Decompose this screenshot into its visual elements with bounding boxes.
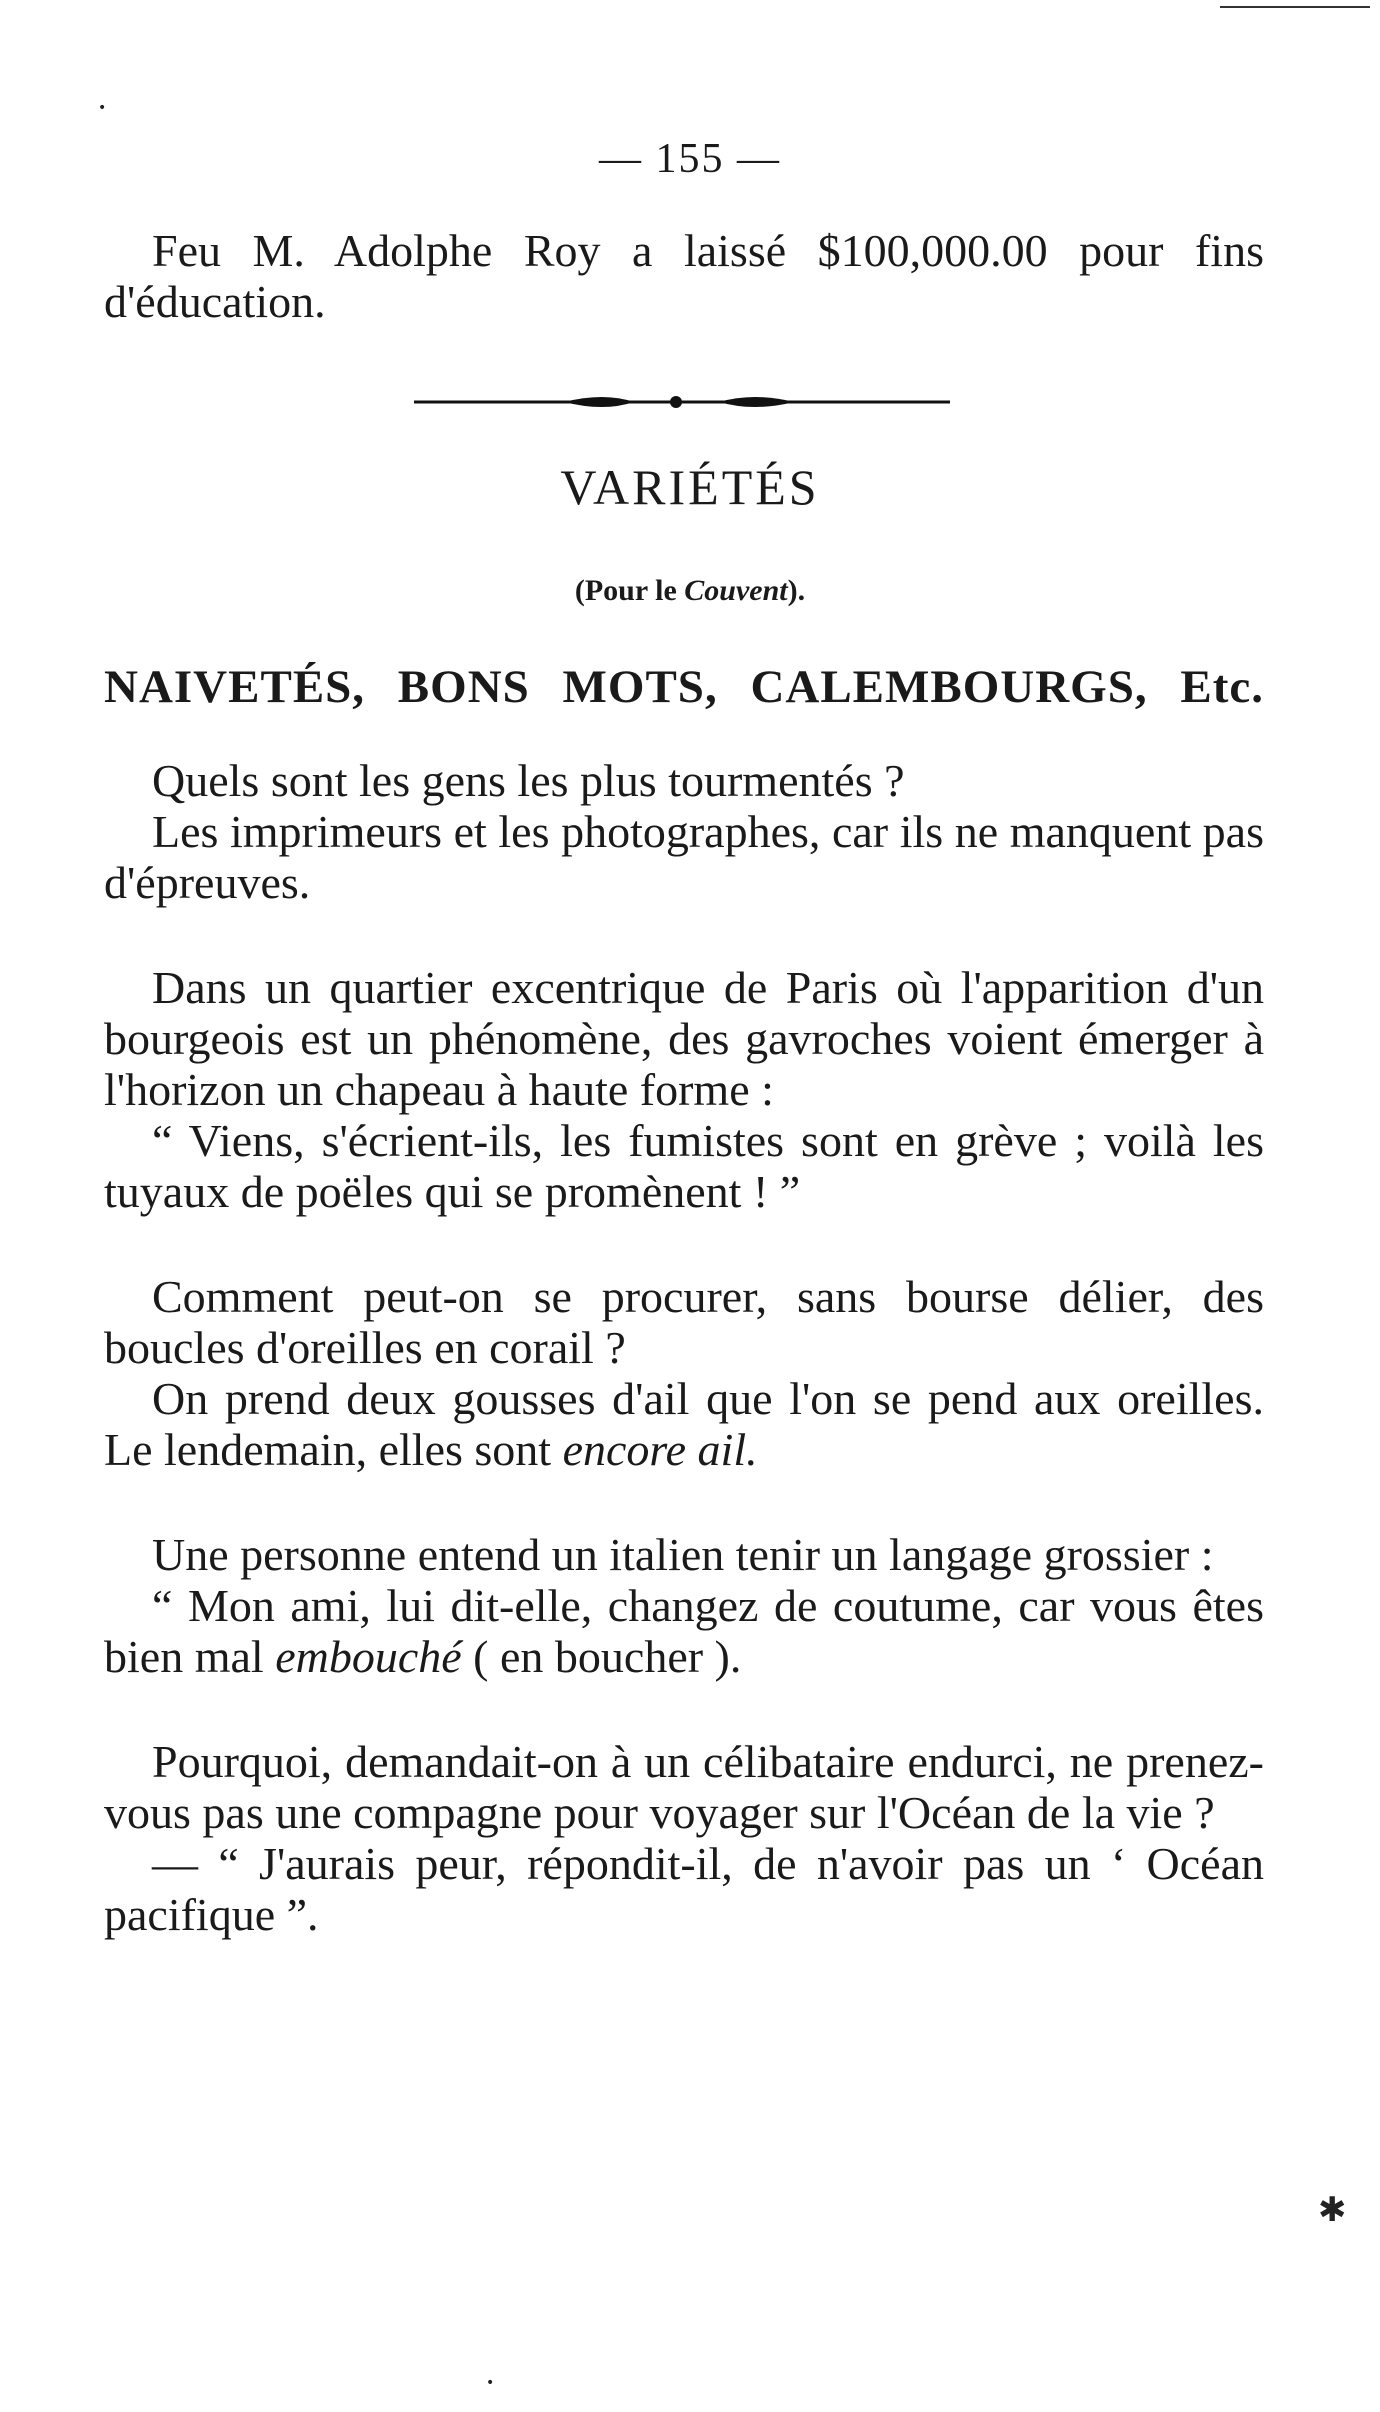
speck-icon: •	[486, 2375, 495, 2391]
subheading-prefix: (Pour le	[574, 574, 685, 607]
joke-1-question: Quels sont les gens les plus tourmentés ?	[152, 755, 905, 806]
joke-5-question: Pourquoi, demandait-on à un célibataire endurci, ne prenez-vous pas une compagne pour voyager sur l'Océan de la vie ?	[104, 1736, 1264, 1838]
subheading-italic: Couvent	[684, 574, 788, 607]
joke-1-answer: Les imprimeurs et les photographes, car ils ne manquent pas d'épreuves.	[104, 806, 1264, 908]
joke-3-pun: encore ail.	[562, 1424, 758, 1475]
spacer	[104, 908, 1264, 962]
page-number: — 155 —	[599, 136, 781, 182]
spacer	[104, 1682, 1264, 1736]
joke-2-setup: Dans un quartier excentrique de Paris où l'apparition d'un bourgeois est un phénomène, des gavroches voient émerger à l'horizon un chapeau à haute forme :	[104, 962, 1264, 1115]
jokes-block	[104, 755, 1264, 1940]
joke-3-answer-text: On prend deux gousses d'ail que l'on se pend aux oreilles. Le lendemain, elles sont	[104, 1373, 1264, 1475]
section-subheading	[0, 574, 1380, 608]
ink-blot-icon: ✱	[1318, 2190, 1347, 2230]
joke-3-answer	[104, 1373, 1264, 1475]
joke-5-answer: — “ J'aurais peur, répondit-il, de n'avoir pas un ‘ Océan pacifique ”.	[104, 1838, 1264, 1940]
ornament-divider	[414, 388, 950, 416]
subheading-suffix: ).	[787, 574, 806, 607]
joke-4-pun: embouché	[275, 1631, 462, 1682]
section-title: NAIVETÉS, BONS MOTS, CALEMBOURGS, Etc.	[104, 661, 1264, 713]
joke-4-setup: Une personne entend un italien tenir un langage grossier :	[152, 1529, 1214, 1580]
joke-2-punchline: “ Viens, s'écrient-ils, les fumistes sont en grève ; voilà les tuyaux de poëles qui se promènent ! ”	[104, 1115, 1264, 1217]
joke-4-text: “ Mon ami, lui dit-elle, changez de coutume, car vous êtes bien mal	[104, 1580, 1264, 1682]
joke-3-question: Comment peut-on se procurer, sans bourse délier, des boucles d'oreilles en corail ?	[104, 1271, 1264, 1373]
intro-paragraph: Feu M. Adolphe Roy a laissé $100,000.00 pour fins d'éducation.	[104, 225, 1264, 327]
joke-4-suffix: ( en boucher ).	[461, 1631, 742, 1682]
joke-4-punchline	[104, 1580, 1264, 1682]
speck-icon: •	[98, 100, 107, 116]
spacer	[104, 1475, 1264, 1529]
section-heading: VARIÉTÉS	[560, 459, 820, 515]
spacer	[104, 1217, 1264, 1271]
top-rule	[1220, 6, 1370, 8]
intro-block	[104, 225, 1264, 327]
